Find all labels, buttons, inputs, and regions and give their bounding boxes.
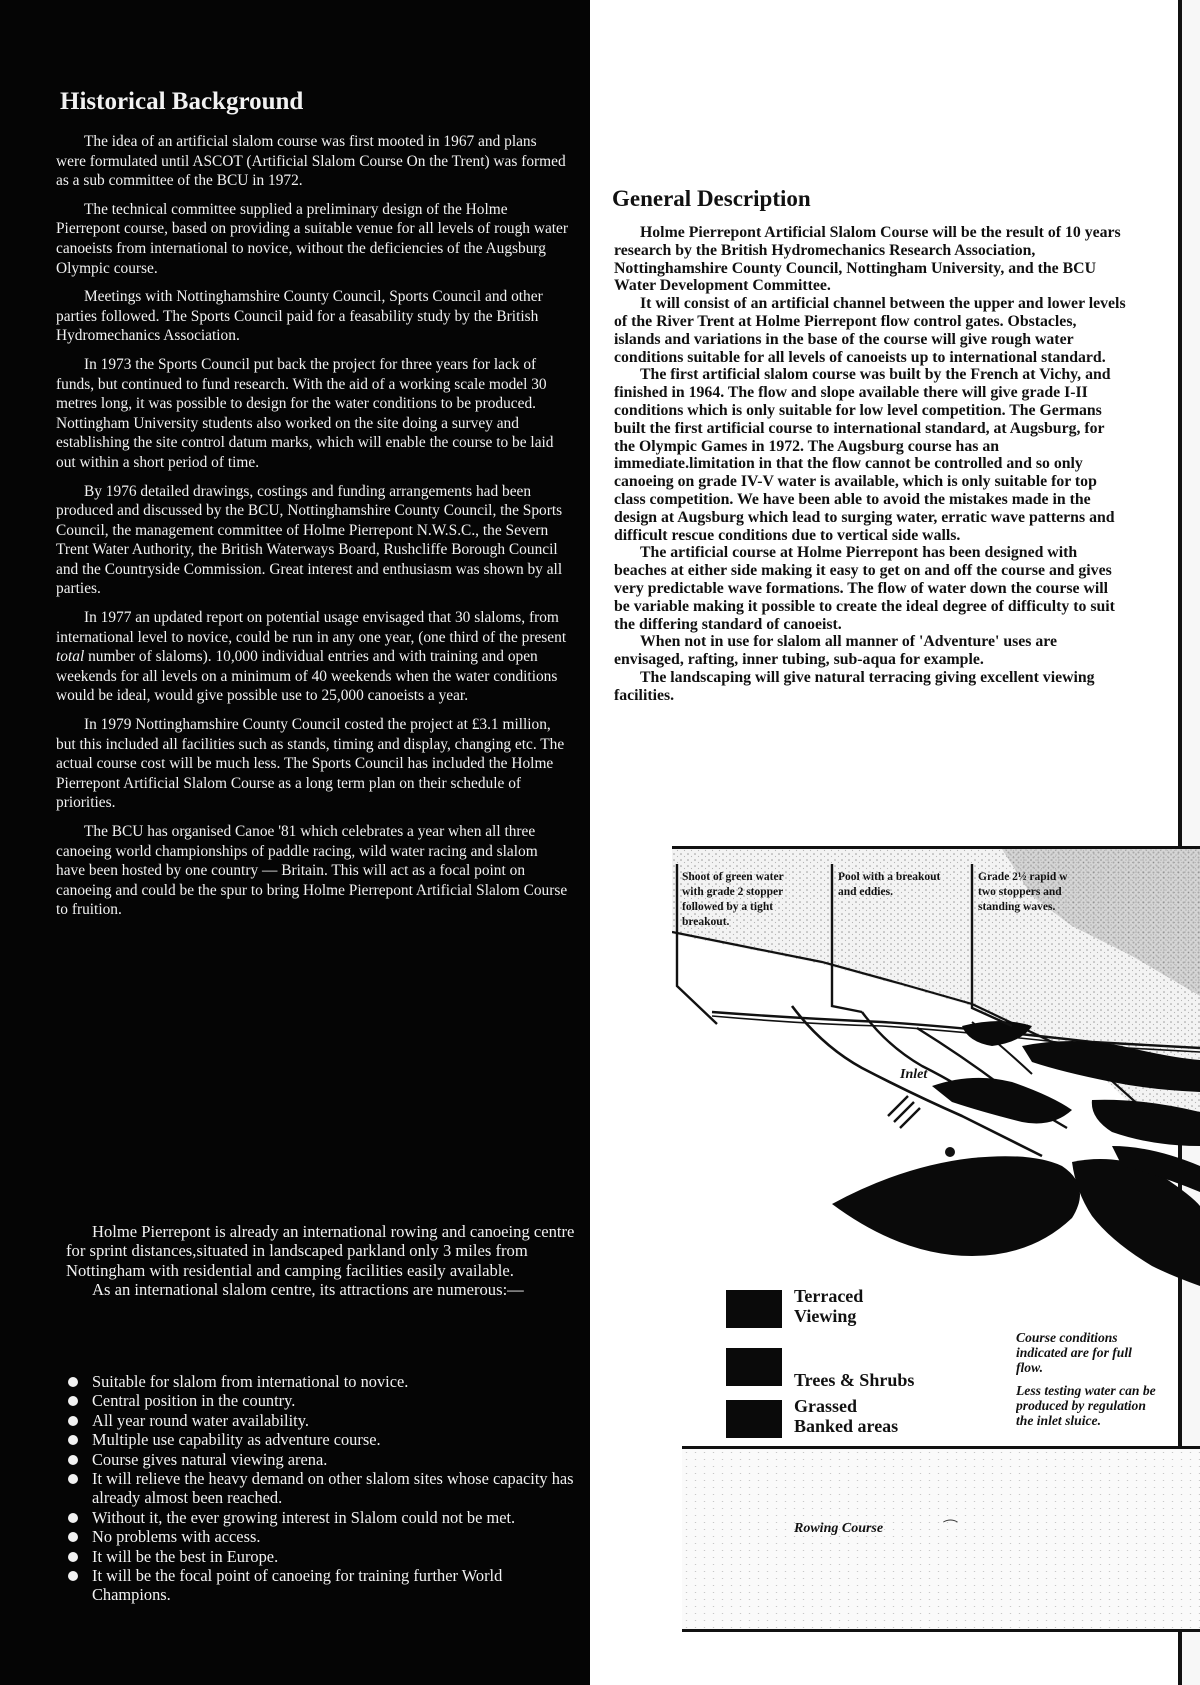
callout-text: Shoot of green water with grade 2 stopper followed by a tight breakout. bbox=[682, 871, 784, 928]
sluice-marker bbox=[888, 1096, 920, 1128]
general-paragraph: When not in use for slalom all manner of 'Adventure' uses are envisaged, rafting, inner tubing, sub-aqua for example. bbox=[614, 633, 1058, 669]
legend-swatch bbox=[726, 1348, 782, 1386]
general-paragraph: It will consist of an artificial channel between the upper and lower levels of the River Trent at Holme Pierrepont flow control gates. Obstacles, islands and variations in the base of the course will give rough water conditions suitable for all levels of canoeists up to international standard. bbox=[614, 295, 1126, 366]
list-item: All year round water availability. bbox=[64, 1411, 574, 1430]
historical-paragraph: By 1976 detailed drawings, costings and funding arrangements had been produced and discussed by the BCU, Nottinghamshire County Council, the Sports Council, the management committee of Holme Pierrepont N.W.S.C., the Severn Trent Water Authority, the British Waterways Board, Rushcliffe Borough Council and the Countryside Commission. Great interest and enthusiasm was shown by all parties. bbox=[56, 482, 563, 598]
emphasis-total: total bbox=[56, 648, 85, 666]
general-paragraph: The first artificial slalom course was built by the French at Vichy, and finished in 1964. The flow and slope available there will give grade I-II conditions which is only suitable for low level competition. The Germans built the first artificial course to international standard, at Augsburg, for the Olympic Games in 1972. The Augsburg course has an immediate.limitation in that the flow cannot be controlled and so only canoeing on grade IV-V water is available, which is only suitable for top class competition. We have been able to avoid the mistakes made in the design at Augsburg which lead to surging water, erratic wave patterns and difficult rescue conditions due to vertical side walls. bbox=[614, 366, 1115, 544]
legend-label-line: Grassed bbox=[794, 1396, 857, 1416]
course-notes bbox=[1016, 1330, 1186, 1436]
paragraph-part: number of slaloms). 10,000 individual entries and with training and open weekends for all levels on a minimum of 40 weekends when the water conditions would be ideal, would give possible use to 25,000 canoeists a year. bbox=[56, 648, 558, 705]
legend-label bbox=[794, 1370, 914, 1390]
note-line: indicated are for full bbox=[1016, 1345, 1132, 1360]
legend-swatch bbox=[726, 1400, 782, 1438]
holme-pierrepont-intro bbox=[66, 1222, 576, 1300]
grassed-banked-area bbox=[832, 1156, 1080, 1256]
list-item: Without it, the ever growing interest in Slalom could not be met. bbox=[64, 1508, 574, 1527]
list-item: It will be the focal point of canoeing for training further World Champions. bbox=[64, 1566, 574, 1605]
callout-text: Grade 2½ rapid w two stoppers and standing waves. bbox=[978, 871, 1068, 913]
general-paragraph: The artificial course at Holme Pierrepont has been designed with beaches at either side making it easy to get on and off the course and gives very predictable wave formations. The flow of water down the course will be variable making it possible to create the ideal degree of difficulty to suit the differing standard of canoeist. bbox=[614, 544, 1115, 633]
list-item: It will relieve the heavy demand on other slalom sites whose capacity has already almost been reached. bbox=[64, 1469, 574, 1508]
intro-paragraph: As an international slalom centre, its attractions are numerous:— bbox=[92, 1280, 524, 1300]
legend-swatch bbox=[726, 1290, 782, 1328]
paragraph-part: In 1977 an updated report on potential usage envisaged that 30 slaloms, from international level to novice, could be run in any one year, (one third of the present bbox=[56, 609, 567, 646]
legend-label-line: Terraced bbox=[794, 1286, 864, 1306]
historical-paragraph: The idea of an artificial slalom course was first mooted in 1967 and plans were formulated until ASCOT (Artificial Slalom Course On the Trent) was formed as a sub committee of the BCU in 1972. bbox=[56, 133, 566, 190]
legend-label bbox=[794, 1396, 898, 1436]
list-item: No problems with access. bbox=[64, 1527, 574, 1546]
historical-paragraph: The BCU has organised Canoe '81 which celebrates a year when all three canoeing world championships of paddle racing, wild water racing and slalom have been hosted by one country — Britain. This will act as a focal point on canoeing and could be the spur to bring Holme Pierrepont Artificial Slalom Course to fruition. bbox=[56, 823, 568, 919]
legend-label-line: Banked areas bbox=[794, 1416, 899, 1436]
inlet-label: Inlet bbox=[900, 1067, 928, 1082]
note-paragraph bbox=[1016, 1330, 1186, 1375]
historical-paragraph bbox=[56, 608, 568, 706]
historical-paragraph: The technical committee supplied a preliminary design of the Holme Pierrepont course, based on providing a suitable venue for all levels of rough water canoeists from international to novice, without the deficiencies of the Augsburg Olympic course. bbox=[56, 200, 569, 277]
historical-paragraph: In 1979 Nottinghamshire County Council costed the project at £3.1 million, but this included all facilities such as stands, timing and display, changing etc. The actual course cost will be much less. The Sports Council has included the Holme Pierrepont Artificial Slalom Course as a long term plan on their schedule of priorities. bbox=[56, 716, 565, 812]
callout-text: Pool with a breakout and eddies. bbox=[838, 871, 941, 898]
map-frame-top bbox=[672, 846, 1200, 849]
historical-background-title: Historical Background bbox=[60, 88, 304, 115]
squiggle-mark: ⁀ bbox=[944, 1521, 957, 1538]
list-item: Course gives natural viewing arena. bbox=[64, 1450, 574, 1469]
general-description-title: General Description bbox=[612, 186, 811, 211]
legend-label bbox=[794, 1286, 863, 1326]
trees-area bbox=[962, 1021, 1032, 1046]
note-paragraph bbox=[1016, 1383, 1186, 1428]
note-line: Course conditions bbox=[1016, 1330, 1118, 1345]
attractions-list bbox=[64, 1372, 574, 1605]
left-column bbox=[0, 0, 590, 1685]
legend-label-line: Trees & Shrubs bbox=[794, 1370, 915, 1390]
note-line: the inlet sluice. bbox=[1016, 1413, 1101, 1428]
list-item: Multiple use capability as adventure course. bbox=[64, 1430, 574, 1449]
note-line: Less testing water can be bbox=[1016, 1383, 1156, 1398]
general-description-text bbox=[614, 224, 1126, 705]
terraced-viewing-area bbox=[932, 1078, 1072, 1124]
historical-paragraph: Meetings with Nottinghamshire County Council, Sports Council and other parties followed. The Sports Council paid for a feasability study by the British Hydromechanics Association. bbox=[56, 288, 543, 345]
historical-paragraph: In 1973 the Sports Council put back the project for three years for lack of funds, but continued to fund research. With the aid of a working scale model 30 metres long, it was possible to design for the water conditions to be produced. Nottingham University students also worked on the site doing a survey and establishing the site control datum marks, which will enable the course to be laid out within a short period of time. bbox=[56, 355, 554, 471]
general-paragraph: Holme Pierrepont Artificial Slalom Course will be the result of 10 years research by the British Hydromechanics Research Association, Nottinghamshire County Council, Nottingham University, and the BCU Water Development Committee. bbox=[614, 224, 1121, 295]
rowing-course-label: Rowing Course bbox=[794, 1521, 884, 1536]
course-map-drawing bbox=[672, 846, 1200, 1292]
marker-dot bbox=[945, 1147, 955, 1157]
historical-background-text bbox=[56, 132, 568, 929]
list-item: It will be the best in Europe. bbox=[64, 1547, 574, 1566]
general-paragraph: The landscaping will give natural terracing giving excellent viewing facilities. bbox=[614, 668, 1095, 704]
legend-label-line: Viewing bbox=[794, 1306, 857, 1326]
course-map bbox=[672, 846, 1200, 1292]
list-item: Central position in the country. bbox=[64, 1391, 574, 1410]
note-line: produced by regulation bbox=[1016, 1398, 1146, 1413]
list-item: Suitable for slalom from international to novice. bbox=[64, 1372, 574, 1391]
intro-paragraph: Holme Pierrepont is already an international rowing and canoeing centre for sprint distances,situated in landscaped parkland only 3 miles from Nottingham with residential and camping facilities easily available. bbox=[66, 1222, 575, 1280]
rowing-course-area bbox=[682, 1446, 1200, 1632]
note-line: flow. bbox=[1016, 1360, 1044, 1375]
